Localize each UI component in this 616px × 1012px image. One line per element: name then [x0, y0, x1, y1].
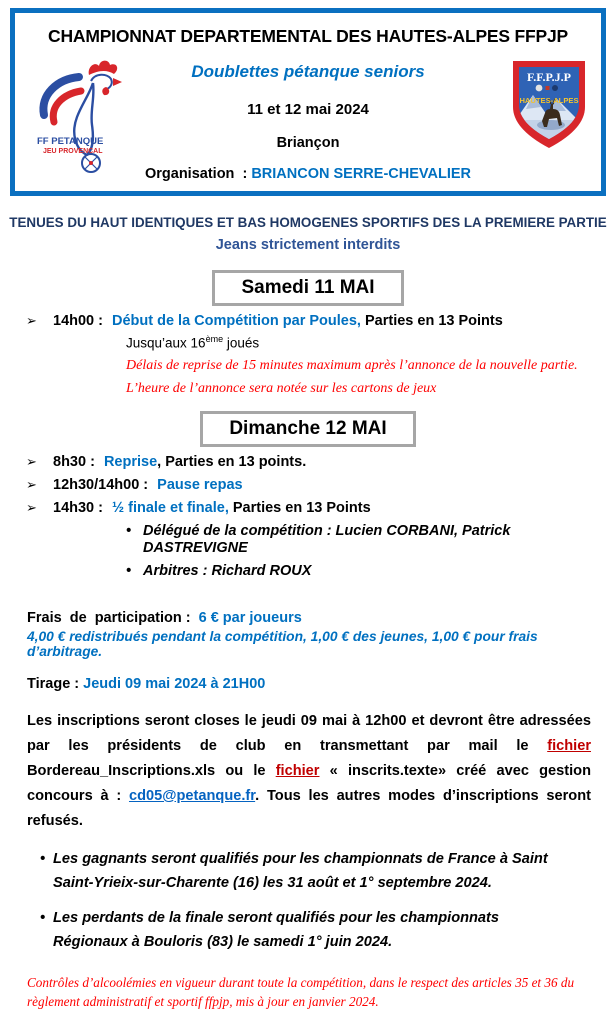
rooster-logo-text-2: JEU PROVENÇAL	[43, 148, 103, 155]
schedule-time: 14h00 :	[53, 313, 107, 329]
schedule-highlight: Reprise	[103, 453, 158, 470]
arrow-bullet-icon: ➢	[26, 499, 37, 515]
saturday-note	[126, 334, 598, 351]
saturday-schedule	[26, 312, 598, 397]
fees-label: Frais de participation :	[27, 609, 199, 626]
saturday-red-note-1: Délais de reprise de 15 minutes maximum après l’annonce de la nouvelle partie.	[126, 357, 578, 373]
event-dates: 11 et 12 mai 2024	[247, 101, 369, 118]
hautes-alpes-shield-badge-icon	[509, 57, 589, 151]
file-link-1[interactable]: fichier	[547, 737, 591, 754]
dress-code-section	[0, 215, 616, 253]
arrow-bullet-icon: ➢	[26, 313, 37, 328]
dot-bullet-icon: •	[40, 850, 46, 867]
official-referees	[126, 563, 598, 580]
dot-bullet-icon: •	[126, 522, 132, 539]
fees-value: 6 € par joueurs	[198, 609, 302, 626]
schedule-item-sunday-1430	[26, 499, 598, 517]
qualification-list	[40, 848, 560, 955]
shield-badge-text-1: F.F.P.J.P	[526, 70, 572, 84]
arrow-bullet-icon: ➢	[26, 453, 37, 469]
email-link[interactable]: cd05@petanque.fr	[128, 787, 256, 804]
qualification-item-winners	[40, 848, 560, 895]
note-superscript: ème	[205, 334, 224, 344]
alcohol-control-note: Contrôles d’alcoolémies en vigueur durant toute la compétition, dans le respect des articles 35 et 36 du règlement administratif et sportif ffpjp, mis à jour en janvier 2024.	[27, 974, 575, 1010]
schedule-text	[53, 312, 503, 330]
saturday-red-note-2: L’heure de l’annonce sera notée sur les cartons de jeux	[126, 380, 437, 396]
sunday-title-box: Dimanche 12 MAI	[200, 411, 415, 447]
page-title: CHAMPIONNAT DEPARTEMENTAL DES HAUTES-ALPES FFPJP	[48, 26, 568, 46]
schedule-item-saturday-1400	[26, 312, 598, 330]
schedule-time: 8h30 :	[53, 453, 99, 470]
qualification-text: Les perdants de la finale seront qualifiés pour les championnats Régionaux à Bouloris (83) le samedi 1° juin 2024.	[53, 910, 500, 950]
note-text-end: joués	[223, 335, 260, 351]
arrow-bullet-icon: ➢	[26, 476, 37, 492]
qualification-item-losers	[40, 907, 560, 954]
flyer-page	[0, 8, 616, 1010]
schedule-rest: Parties en 13 Points	[228, 499, 371, 516]
schedule-text	[53, 476, 243, 494]
schedule-item-sunday-1230	[26, 476, 598, 494]
organisation-label: Organisation :	[144, 166, 252, 182]
event-city: Briançon	[276, 135, 340, 151]
event-subtitle: Doublettes pétanque seniors	[191, 62, 425, 81]
qualification-text: Les gagnants seront qualifiés pour les championnats de France à Saint Saint-Yrieix-sur-Charente (16) les 31 août et 1° septembre 2024.	[53, 850, 548, 891]
registration-text: « inscrits.texte» créé avec gestion concours à :	[27, 762, 591, 804]
schedule-text	[53, 453, 306, 471]
official-delegates	[126, 523, 598, 557]
schedule-highlight: Pause repas	[157, 476, 243, 493]
registration-text: Les inscriptions seront closes le jeudi 09 mai à 12h00 et devront être adressées par les présidents de club en transmettant par mail le	[27, 712, 591, 754]
organisation-value: BRIANCON SERRE-CHEVALIER	[251, 166, 471, 182]
draw-value: Jeudi 09 mai 2024 à 21H00	[83, 675, 266, 692]
schedule-rest: Parties en 13 Points	[360, 313, 503, 329]
dress-code-line1: TENUES DU HAUT IDENTIQUES ET BAS HOMOGENES SPORTIFS DES LA PREMIERE PARTIE	[9, 215, 607, 230]
fees-detail: 4,00 € redistribués pendant la compétition, 1,00 € des jeunes, 1,00 € pour frais d’arbitrage.	[27, 628, 538, 659]
schedule-item-sunday-830	[26, 453, 598, 471]
shield-badge-text-2: HAUTES-ALPES	[519, 96, 579, 105]
schedule-time: 14h30 :	[53, 499, 107, 516]
schedule-time: 12h30/14h00 :	[53, 476, 153, 493]
rooster-logo-text-1: FF PETANQUE	[37, 136, 104, 147]
draw-line	[27, 676, 596, 692]
fees-line	[27, 610, 596, 626]
dot-bullet-icon: •	[126, 562, 132, 579]
ffpjp-rooster-logo-icon	[29, 57, 139, 177]
schedule-rest: , Parties en 13 points.	[157, 453, 307, 470]
dress-code-line2: Jeans strictement interdits	[215, 237, 401, 253]
dot-bullet-icon: •	[40, 910, 46, 927]
draw-label: Tirage :	[27, 675, 84, 692]
registration-paragraph	[27, 709, 591, 834]
schedule-highlight: ½ finale et finale,	[112, 499, 229, 516]
official-text: Délégué de la compétition : Lucien CORBANI, Patrick DASTREVIGNE	[143, 522, 511, 556]
schedule-highlight: Début de la Compétition par Poules,	[112, 313, 361, 329]
sunday-schedule	[26, 453, 598, 580]
file-link-2[interactable]: fichier	[275, 762, 320, 779]
schedule-text	[53, 499, 371, 517]
header-box	[10, 8, 606, 196]
official-text: Arbitres : Richard ROUX	[143, 562, 312, 579]
registration-text: . Tous les autres modes d’inscriptions seront refusés.	[27, 787, 591, 829]
registration-text: Bordereau_Inscriptions.xls ou le	[27, 762, 276, 779]
note-text: Jusqu’aux 16	[126, 335, 206, 351]
saturday-title-box: Samedi 11 MAI	[212, 270, 403, 306]
